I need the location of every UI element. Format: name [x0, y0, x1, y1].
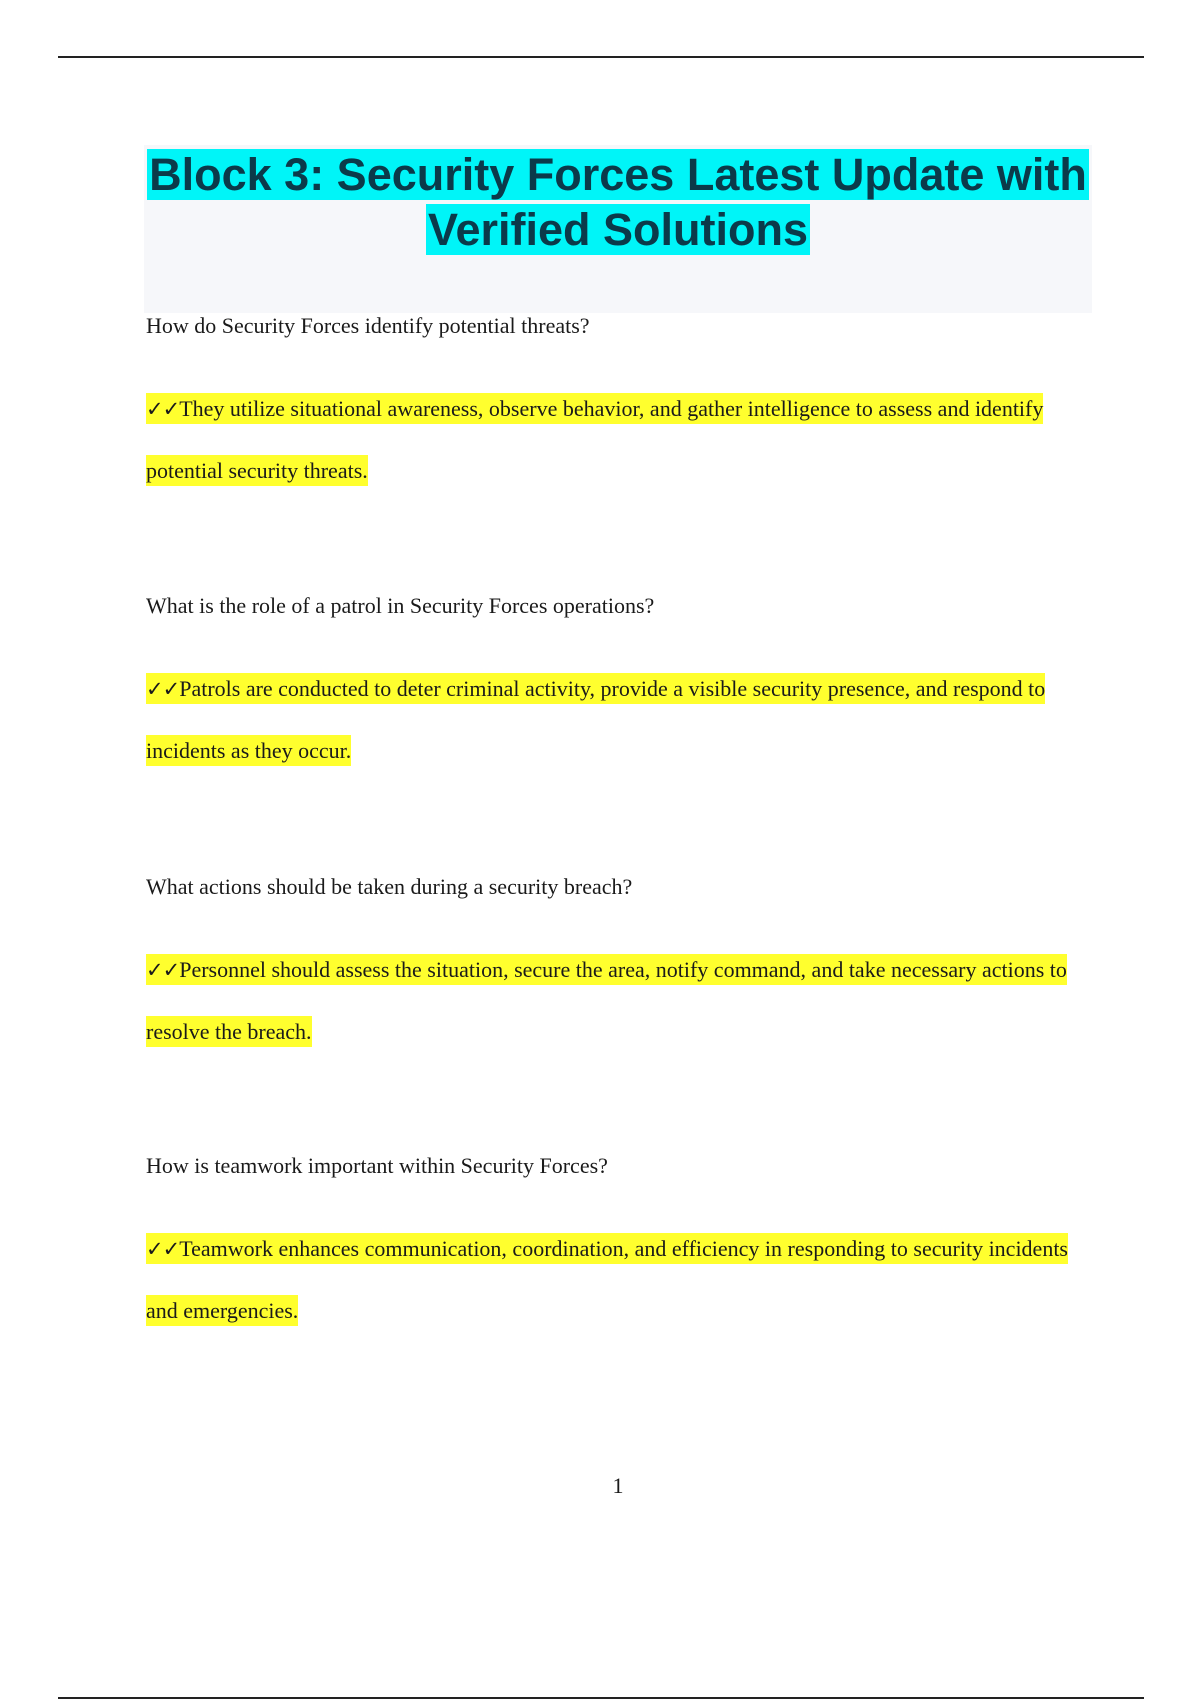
- question-text: How is teamwork important within Security Forces?: [146, 1153, 608, 1178]
- qa-item: [146, 873, 1086, 1062]
- qa-item: [146, 1152, 1086, 1341]
- answer-text: [146, 378, 1086, 501]
- page-number: 1: [612, 1473, 624, 1498]
- answer-highlight: [146, 954, 1067, 1047]
- qa-item: [146, 592, 1086, 781]
- document-title: [144, 147, 1092, 257]
- answer-highlight: [146, 1233, 1068, 1326]
- question-text: What actions should be taken during a security breach?: [146, 874, 633, 899]
- answer-body: Personnel should assess the situation, secure the area, notify command, and take necessary actions to resolve the breach.: [146, 957, 1067, 1044]
- answer-text: [146, 939, 1086, 1062]
- checkmark-icon: ✓✓: [146, 958, 180, 982]
- bottom-rule: [58, 1697, 1144, 1699]
- answer-text: [146, 1218, 1086, 1341]
- answer-text: [146, 658, 1086, 781]
- answer-body: Teamwork enhances communication, coordination, and efficiency in responding to security incidents and emergencies.: [146, 1236, 1068, 1323]
- document-title-text: Block 3: Security Forces Latest Update with Verified Solutions: [149, 149, 1087, 255]
- checkmark-icon: ✓✓: [146, 397, 180, 421]
- answer-body: They utilize situational awareness, observe behavior, and gather intelligence to assess and identify potential security threats.: [146, 396, 1044, 483]
- checkmark-icon: ✓✓: [146, 677, 180, 701]
- top-rule: [58, 56, 1144, 58]
- answer-highlight: [146, 393, 1043, 486]
- question-text: What is the role of a patrol in Security Forces operations?: [146, 593, 655, 618]
- qa-item: [146, 312, 1086, 501]
- answer-body: Patrols are conducted to deter criminal activity, provide a visible security presence, and respond to incidents as they occur.: [146, 676, 1046, 763]
- answer-highlight: [146, 673, 1045, 766]
- checkmark-icon: ✓✓: [146, 1237, 180, 1261]
- question-text: How do Security Forces identify potential threats?: [146, 313, 590, 338]
